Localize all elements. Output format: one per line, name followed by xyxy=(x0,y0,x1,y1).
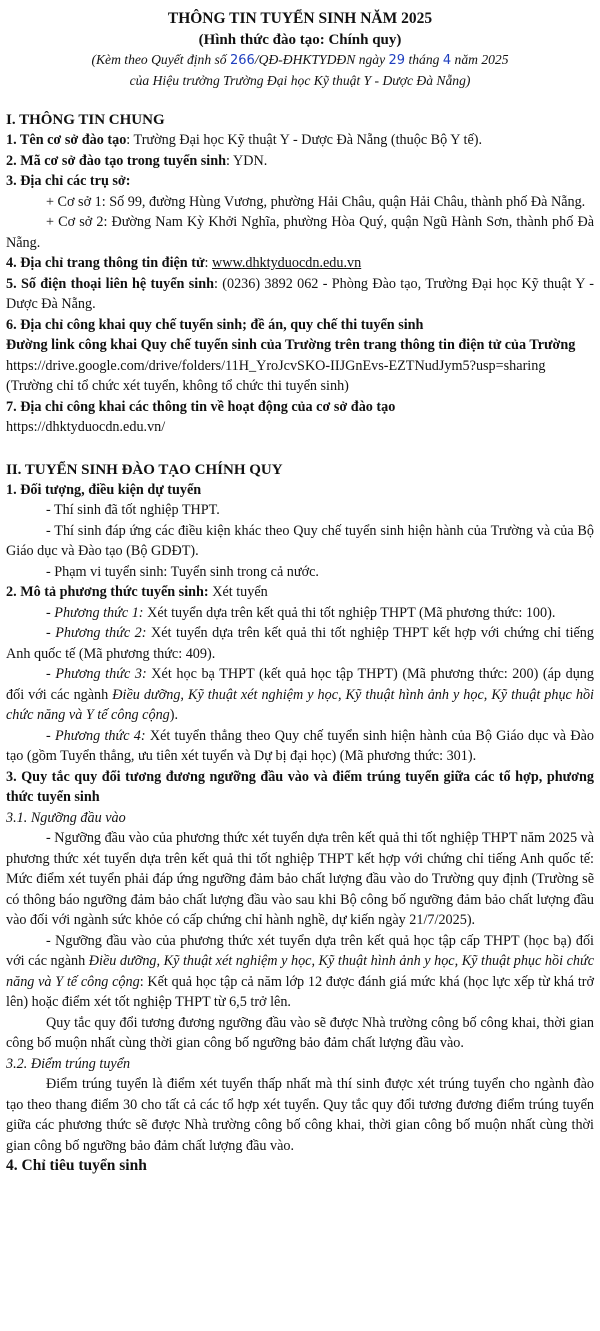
method-3-dash: - xyxy=(46,666,56,682)
item-2-label: 2. Mã cơ sở đào tạo trong tuyển sinh xyxy=(6,152,227,169)
condition-c: - Phạm vi tuyển sinh: Tuyển sinh trong cả nước. xyxy=(46,563,319,580)
section-1-heading: I. THÔNG TIN CHUNG xyxy=(6,112,165,128)
subsection-4-label: 4. Chỉ tiêu tuyển sinh xyxy=(6,1157,147,1174)
subsection-2-rest: Xét tuyển xyxy=(208,584,268,600)
item-4-sep: : xyxy=(204,255,212,271)
subsection-3-2-label: 3.2. Điểm trúng tuyển xyxy=(6,1055,131,1072)
threshold-p2-majors: Điều dưỡng, Kỹ thuật xét nghiệm y học, Kỹ thuật hình ảnh y học, Kỹ thuật phục hồi chức năng và Y tế công cộng xyxy=(6,953,594,990)
method-3 xyxy=(6,664,594,726)
method-2-name: Phương thức 2: xyxy=(55,625,147,641)
decision-month: 4 xyxy=(442,53,452,68)
item-4 xyxy=(6,253,594,274)
item-1 xyxy=(6,130,594,151)
method-2-text: Xét tuyển dựa trên kết quả thi tốt nghiệp THPT kết hợp với chứng chỉ tiếng Anh quốc tế (Mã phương thức: 409). xyxy=(6,625,594,662)
method-4 xyxy=(6,726,594,767)
subsection-2 xyxy=(6,582,594,603)
item-5 xyxy=(6,274,594,315)
method-3-text: Xét học bạ THPT (kết quả học tập THPT) (Mã phương thức: 200) (áp dụng đối với các ngành xyxy=(6,666,594,703)
decision-note xyxy=(6,50,594,71)
threshold-p2-b: : Kết quả học tập cả năm lớp 12 được đánh giá mức khá (học lực xếp từ khá trở lên) hoặc điểm xét tốt nghiệp THPT từ 6,5 trở lên. xyxy=(6,973,594,1010)
item-1-label: 1. Tên cơ sở đào tạo xyxy=(6,132,127,148)
activity-url[interactable]: https://dhktyduocdn.edu.vn/ xyxy=(6,419,166,435)
method-4-name: Phương thức 4: xyxy=(54,727,146,744)
item-5-label: 5. Số điện thoại liên hệ tuyển sinh xyxy=(6,275,215,292)
method-3-name: Phương thức 3: xyxy=(55,666,147,682)
document-subtitle: (Hình thức đào tạo: Chính quy) xyxy=(198,32,402,48)
document-title: THÔNG TIN TUYỂN SINH NĂM 2025 xyxy=(167,10,433,27)
subsection-1-label: 1. Đối tượng, điều kiện dự tuyển xyxy=(6,481,202,498)
threshold-paragraph-2 xyxy=(6,931,594,1013)
note-part-c: tháng xyxy=(405,52,443,67)
threshold-p2-a: - Ngưỡng đầu vào của phương thức xét tuyển dựa trên kết quả học tập cấp THPT (học bạ) đối với các ngành xyxy=(6,932,594,969)
condition-a: - Thí sinh đã tốt nghiệp THPT. xyxy=(46,502,220,518)
subsection-2-label: 2. Mô tả phương thức tuyển sinh: xyxy=(6,584,209,600)
threshold-paragraph-1: - Ngưỡng đầu vào của phương thức xét tuyển dựa trên kết quả thi tốt nghiệp THPT năm 2025 và phương thức xét tuyển dựa trên kết quả thi tốt nghiệp THPT kết hợp với chứng chỉ tiếng Anh quốc tế: Mức điểm xét tuyển phải đáp ứng ngưỡng đảm bảo chất lượng đầu vào do Trường quy định (Trường sẽ có thông báo ngưỡng đảm bảo chất lượng đầu vào sau khi Bộ công bố ngưỡng đảm bảo chất lượng đầu vào đối với ngành sức khỏe có cấp chứng chỉ hành nghề, dự kiến ngày 21/7/2025). xyxy=(6,830,594,928)
document-page xyxy=(0,8,600,1331)
method-3-majors: Điều dưỡng, Kỹ thuật xét nghiệm y học, Kỹ thuật hình ảnh y học, Kỹ thuật phục hồi chức năng và Y tế công cộng xyxy=(6,686,594,723)
admission-score-paragraph: Điểm trúng tuyển là điểm xét tuyển thấp nhất mà thí sinh được xét trúng tuyển cho ngành đào tạo theo thang điểm 30 cho tất cả các tổ hợp xét tuyển. Quy tắc quy đổi tương đương điểm trúng tuyển giữa các phương thức sẽ được Nhà trường công bố công khai, thời gian công bố muộn nhất cùng thời gian công bố ngưỡng bảo đảm chất lượng đầu vào. xyxy=(6,1076,594,1154)
subsection-3-1-label: 3.1. Ngưỡng đầu vào xyxy=(6,809,126,826)
item-3-label: 3. Địa chỉ các trụ sở: xyxy=(6,173,131,189)
method-1-dash: - xyxy=(46,604,55,621)
condition-b: - Thí sinh đáp ứng các điều kiện khác theo Quy chế tuyển sinh hiện hành của Trường và của Bộ Giáo dục và Đào tạo (Bộ GDĐT). xyxy=(6,522,594,559)
item-4-label: 4. Địa chỉ trang thông tin điện tử xyxy=(6,255,205,271)
item-6-note: (Trường chỉ tổ chức xét tuyển, không tổ chức thi tuyển sinh) xyxy=(6,378,349,394)
method-1-text: Xét tuyển dựa trên kết quả thi tốt nghiệp THPT (Mã phương thức: 100). xyxy=(143,604,556,621)
item-1-text: : Trường Đại học Kỹ thuật Y - Dược Đà Nẵng (thuộc Bộ Y tế). xyxy=(126,132,483,148)
item-6-label: 6. Địa chỉ công khai quy chế tuyển sinh; đề án, quy chế thi tuyển sinh xyxy=(6,316,424,333)
method-2 xyxy=(6,623,594,664)
method-2-dash: - xyxy=(46,625,56,641)
method-4-text: Xét tuyển thẳng theo Quy chế tuyển sinh hiện hành của Bộ Giáo dục và Đào tạo (gồm Tuyển thẳng, ưu tiên xét tuyển và Dự bị đại học) (Mã phương thức: 301). xyxy=(6,727,594,764)
decision-day: 29 xyxy=(388,53,406,68)
regulation-url[interactable]: https://drive.google.com/drive/folders/11H_YroJcvSKO-IIJGnEvs-EZTNudJym5?usp=sharing xyxy=(6,357,546,374)
method-1 xyxy=(6,603,594,624)
decision-number: 266 xyxy=(230,53,255,68)
note-part-a: (Kèm theo Quyết định số xyxy=(91,52,231,67)
subsection-3-label: 3. Quy tắc quy đổi tương đương ngưỡng đầu vào và điểm trúng tuyển giữa các tổ hợp, phương thức tuyển sinh xyxy=(6,768,594,805)
item-2 xyxy=(6,151,594,172)
item-6-subheading: Đường link công khai Quy chế tuyển sinh của Trường trên trang thông tin điện tử của Trường xyxy=(6,337,576,353)
threshold-paragraph-3: Quy tắc quy đổi tương đương ngưỡng đầu vào sẽ được Nhà trường công bố công khai, thời gian công bố muộn nhất cùng thời gian công bố ngưỡng bảo đảm chất lượng đầu vào. xyxy=(6,1014,594,1051)
note-part-d: năm 2025 xyxy=(451,52,509,67)
decision-note-line2: của Hiệu trưởng Trường Đại học Kỹ thuật Y - Dược Đà Nẵng) xyxy=(129,73,471,88)
item-7-label: 7. Địa chỉ công khai các thông tin về hoạt động của cơ sở đào tạo xyxy=(6,398,396,415)
method-3-end: ). xyxy=(169,707,179,723)
method-1-name: Phương thức 1: xyxy=(54,604,144,621)
item-2-text: : YDN. xyxy=(226,152,268,169)
website-link[interactable]: www.dhktyduocdn.edu.vn xyxy=(212,255,362,271)
campus-2: + Cơ sở 2: Đường Nam Kỳ Khởi Nghĩa, phường Hòa Quý, quận Ngũ Hành Sơn, thành phố Đà Nẵng. xyxy=(6,214,594,251)
campus-1: + Cơ sở 1: Số 99, đường Hùng Vương, phường Hải Châu, quận Hải Châu, thành phố Đà Nẵng. xyxy=(46,193,586,210)
section-2-heading: II. TUYỂN SINH ĐÀO TẠO CHÍNH QUY xyxy=(6,461,283,478)
note-part-b: /QĐ-ĐHKTYDĐN ngày xyxy=(254,52,389,67)
item-5-text: : (0236) 3892 062 - Phòng Đào tạo, Trường Đại học Kỹ thuật Y - Dược Đà Nẵng. xyxy=(6,275,594,312)
method-4-dash: - xyxy=(46,727,55,744)
